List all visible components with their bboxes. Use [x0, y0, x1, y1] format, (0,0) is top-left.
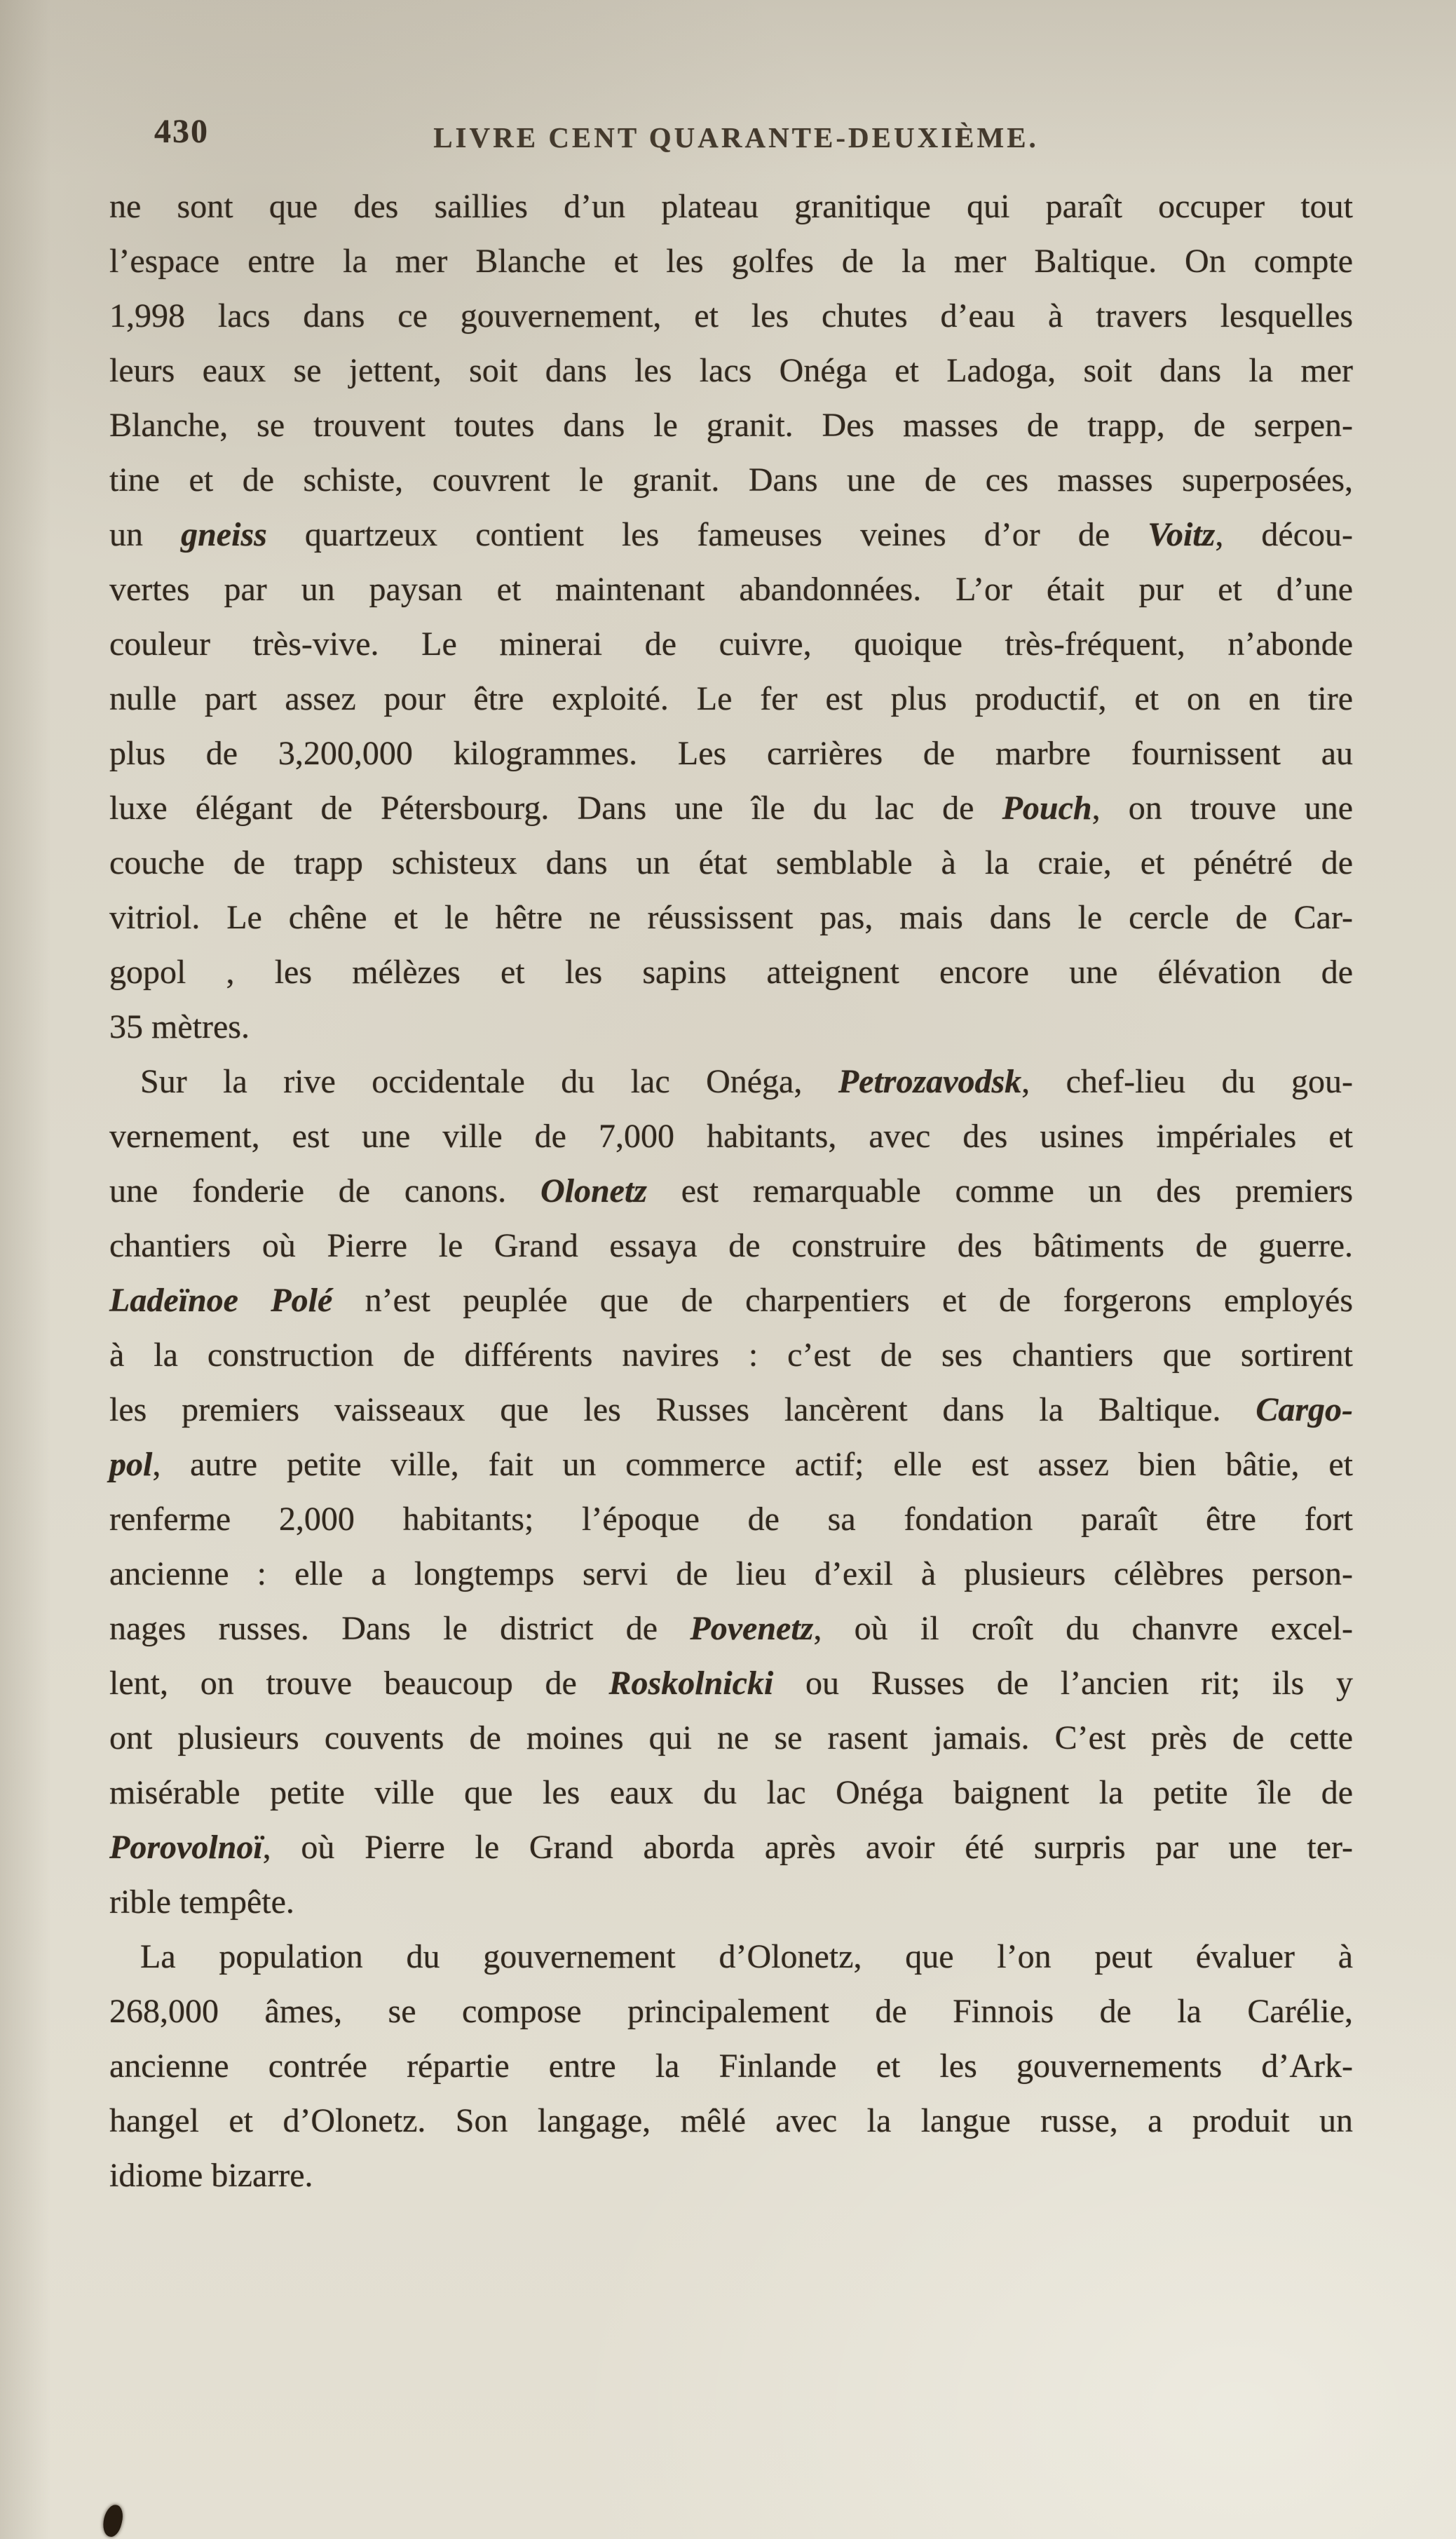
italic-place-name: Ladeïnoe Polé [109, 1282, 333, 1319]
text-line [109, 2148, 1353, 2203]
text-segment: l’espace entre la mer Blanche et les golfes de la mer Baltique. On compte [109, 243, 1353, 280]
text-line [109, 1602, 1353, 1656]
italic-place-name: Roskolnicki [608, 1665, 774, 1702]
text-line [109, 1766, 1353, 1820]
text-line [109, 1711, 1353, 1766]
text-segment: chantiers où Pierre le Grand essaya de construire des bâtiments de guerre. [109, 1227, 1353, 1264]
text-segment: quartzeux contient les fameuses veines d’or de [266, 516, 1148, 553]
ink-spot [100, 2503, 125, 2539]
text-line [109, 1383, 1353, 1437]
text-line [109, 1219, 1353, 1273]
italic-place-name: Petrozavodsk [838, 1063, 1022, 1100]
text-line [109, 781, 1353, 836]
text-line [109, 234, 1353, 289]
italic-place-name: gneiss [181, 516, 267, 553]
text-line [109, 1547, 1353, 1602]
text-line [109, 1109, 1353, 1164]
text-segment: renferme 2,000 habitants; l’époque de sa fondation paraît être fort [109, 1501, 1353, 1538]
running-header-title: LIVRE CENT QUARANTE-DEUXIÈME. [433, 121, 1039, 154]
text-segment: un [109, 516, 182, 553]
text-segment: n’est peuplée que de charpentiers et de forgerons employés [332, 1282, 1353, 1319]
text-line [109, 1930, 1353, 1984]
text-segment: une fonderie de canons. [109, 1172, 540, 1210]
text-line [109, 726, 1353, 781]
text-line [109, 398, 1353, 453]
text-line [109, 1437, 1353, 1492]
text-segment: les premiers vaisseaux que les Russes lancèrent dans la Baltique. [109, 1391, 1256, 1428]
text-segment: Sur la rive occidentale du lac Onéga, [140, 1063, 838, 1100]
text-segment: tine et de schiste, couvrent le granit. Dans une de ces masses superposées, [109, 461, 1353, 499]
text-line [109, 1000, 1353, 1055]
text-segment: ancienne : elle a longtemps servi de lieu d’exil à plusieurs célèbres person- [109, 1555, 1353, 1592]
text-segment: Blanche, se trouvent toutes dans le granit. Des masses de trapp, de serpen- [109, 407, 1353, 444]
text-line [109, 891, 1353, 945]
text-segment: 268,000 âmes, se compose principalement de Finnois de la Carélie, [109, 1993, 1353, 2030]
paragraph [109, 1930, 1353, 2203]
text-segment: gopol , les mélèzes et les sapins atteignent encore une élévation de [109, 954, 1353, 991]
italic-place-name: Cargo- [1256, 1391, 1353, 1428]
text-segment: , chef-lieu du gou- [1021, 1063, 1353, 1100]
text-line [109, 672, 1353, 726]
text-segment: ancienne contrée répartie entre la Finlande et les gouvernements d’Ark- [109, 2047, 1353, 2085]
text-line [109, 2094, 1353, 2148]
italic-place-name: Pouch [1002, 790, 1092, 827]
text-segment: leurs eaux se jettent, soit dans les lacs Onéga et Ladoga, soit dans la mer [109, 352, 1353, 389]
text-line [109, 2039, 1353, 2094]
text-line [109, 1055, 1353, 1109]
italic-place-name: Porovolnoï [109, 1829, 263, 1866]
text-line [109, 1875, 1353, 1930]
text-segment: plus de 3,200,000 kilogrammes. Les carrières de marbre fournissent au [109, 735, 1353, 772]
text-segment: luxe élégant de Pétersbourg. Dans une île du lac de [109, 790, 1002, 827]
text-segment: , autre petite ville, fait un commerce actif; elle est assez bien bâtie, et [152, 1446, 1353, 1483]
text-segment: est remarquable comme un des premiers [646, 1172, 1354, 1210]
text-line [109, 1164, 1353, 1219]
text-segment: rible tempête. [109, 1883, 294, 1921]
text-segment: , où Pierre le Grand aborda après avoir été surpris par une ter- [262, 1829, 1353, 1866]
text-segment: , où il croît du chanvre excel- [813, 1610, 1353, 1647]
paragraph [109, 180, 1353, 1055]
italic-place-name: Povenetz [690, 1610, 814, 1647]
text-line [109, 562, 1353, 617]
text-segment: misérable petite ville que les eaux du lac Onéga baignent la petite île de [109, 1774, 1353, 1811]
text-line [109, 836, 1353, 891]
text-segment: , décou- [1215, 516, 1354, 553]
text-line [109, 1984, 1353, 2039]
text-segment: , on trouve une [1091, 790, 1353, 827]
text-line [109, 1492, 1353, 1547]
paragraph [109, 1055, 1353, 1930]
italic-place-name: Voitz [1148, 516, 1216, 553]
text-segment: à la construction de différents navires : c’est de ses chantiers que sortirent [109, 1336, 1353, 1374]
text-segment: 35 mètres. [109, 1008, 250, 1045]
text-segment: vitriol. Le chêne et le hêtre ne réussissent pas, mais dans le cercle de Car- [109, 899, 1353, 936]
text-line [109, 453, 1353, 508]
text-line [109, 945, 1353, 1000]
text-line [109, 180, 1353, 234]
text-segment: vernement, est une ville de 7,000 habitants, avec des usines impériales et [109, 1118, 1353, 1155]
italic-place-name: Olonetz [540, 1172, 647, 1210]
italic-place-name: pol [109, 1446, 153, 1483]
page-number: 430 [154, 113, 209, 150]
text-segment: couleur très-vive. Le minerai de cuivre, quoique très-fréquent, n’abonde [109, 625, 1353, 663]
page-body-text [109, 180, 1353, 2203]
text-segment: ne sont que des saillies d’un plateau granitique qui paraît occuper tout [109, 188, 1353, 225]
text-segment: 1,998 lacs dans ce gouvernement, et les chutes d’eau à travers lesquelles [109, 297, 1353, 334]
text-line [109, 508, 1353, 562]
text-segment: ou Russes de l’ancien rit; ils y [773, 1665, 1353, 1702]
text-line [109, 1273, 1353, 1328]
text-line [109, 289, 1353, 344]
text-segment: lent, on trouve beaucoup de [109, 1665, 609, 1702]
text-segment: vertes par un paysan et maintenant abandonnées. L’or était pur et d’une [109, 571, 1353, 608]
text-line [109, 1820, 1353, 1875]
text-line [109, 1328, 1353, 1383]
text-segment: nulle part assez pour être exploité. Le fer est plus productif, et on en tire [109, 680, 1353, 717]
text-segment: hangel et d’Olonetz. Son langage, mêlé avec la langue russe, a produit un [109, 2102, 1353, 2139]
text-segment: nages russes. Dans le district de [109, 1610, 690, 1647]
text-segment: idiome bizarre. [109, 2157, 313, 2194]
text-segment: ont plusieurs couvents de moines qui ne se rasent jamais. C’est près de cette [109, 1719, 1353, 1756]
text-line [109, 617, 1353, 672]
text-line [109, 344, 1353, 398]
text-segment: couche de trapp schisteux dans un état semblable à la craie, et pénétré de [109, 844, 1353, 881]
text-segment: La population du gouvernement d’Olonetz, que l’on peut évaluer à [140, 1938, 1353, 1975]
text-line [109, 1656, 1353, 1711]
